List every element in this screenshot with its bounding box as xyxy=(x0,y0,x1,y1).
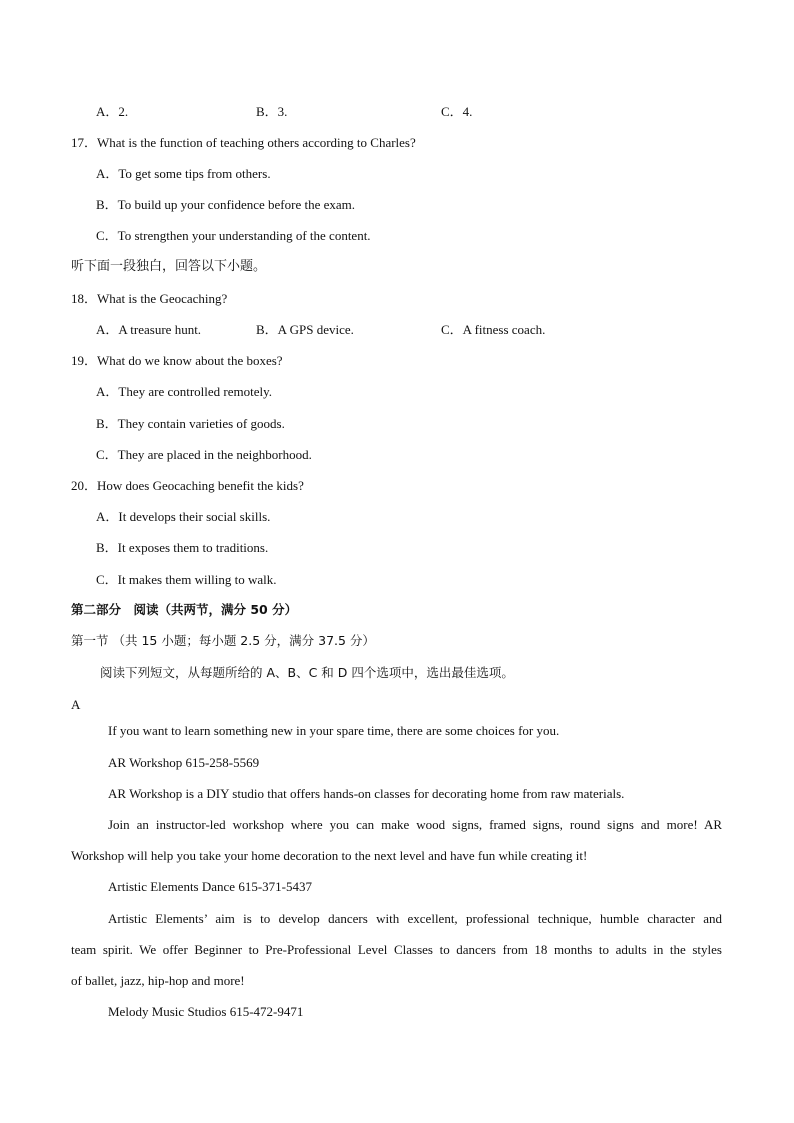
dance-heading: Artistic Elements Dance 615-371-5437 xyxy=(108,879,312,894)
melody-heading: Melody Music Studios 615-472-9471 xyxy=(108,1004,304,1019)
q16-option-b: B．3. xyxy=(256,104,288,119)
q19-option-a: A．They are controlled remotely. xyxy=(96,384,273,399)
dance-paragraph-line-2: team spirit. We offer Beginner to Pre-Professional Level Classes to dancers from 18 months to adults in the styles xyxy=(71,942,722,957)
section1-title: 第一节 （共 15 小题；每小题 2.5 分，满分 37.5 分） xyxy=(71,633,375,648)
q17-stem: 17．What is the function of teaching others according to Charles? xyxy=(71,135,416,150)
q20-option-a: A．It develops their social skills. xyxy=(96,509,271,524)
q19-option-c: C．They are placed in the neighborhood. xyxy=(96,447,312,462)
q19-option-b: B．They contain varieties of goods. xyxy=(96,416,285,431)
ar-workshop-paragraph-1: AR Workshop is a DIY studio that offers hands-on classes for decorating home from raw materials. xyxy=(108,786,625,801)
q18-option-b: B．A GPS device. xyxy=(256,322,354,337)
passage-label: A xyxy=(71,697,81,712)
ar-workshop-paragraph-2-line-2: Workshop will help you take your home decoration to the next level and have fun while creating it! xyxy=(71,848,588,863)
monologue-instruction: 听下面一段独白，回答以下小题。 xyxy=(71,259,267,274)
q18-option-a: A．A treasure hunt. xyxy=(96,322,202,337)
q19-stem: 19．What do we know about the boxes? xyxy=(71,353,283,368)
q20-option-b: B．It exposes them to traditions. xyxy=(96,540,269,555)
ar-workshop-heading: AR Workshop 615-258-5569 xyxy=(108,755,260,770)
q18-stem: 18．What is the Geocaching? xyxy=(71,291,228,306)
q17-option-a: A．To get some tips from others. xyxy=(96,166,271,181)
part2-title: 第二部分 阅读（共两节，满分 50 分） xyxy=(71,602,298,617)
q17-option-b: B．To build up your confidence before the exam. xyxy=(96,197,356,212)
ar-workshop-paragraph-2-line-1: Join an instructor-led workshop where you can make wood signs, framed signs, round signs and more! AR xyxy=(108,817,722,832)
dance-paragraph-line-3: of ballet, jazz, hip-hop and more! xyxy=(71,973,245,988)
q17-option-c: C．To strengthen your understanding of the content. xyxy=(96,228,371,243)
q20-option-c: C．It makes them willing to walk. xyxy=(96,572,277,587)
reading-instruction: 阅读下列短文，从每题所给的 A、B、C 和 D 四个选项中，选出最佳选项。 xyxy=(100,665,514,680)
q16-option-a: A．2. xyxy=(96,104,129,119)
q16-option-c: C．4. xyxy=(441,104,473,119)
passage-intro: If you want to learn something new in your spare time, there are some choices for you. xyxy=(108,723,560,738)
q20-stem: 20．How does Geocaching benefit the kids? xyxy=(71,478,304,493)
dance-paragraph-line-1: Artistic Elements’ aim is to develop dancers with excellent, professional technique, humble character and xyxy=(108,911,722,926)
q18-option-c: C．A fitness coach. xyxy=(441,322,546,337)
